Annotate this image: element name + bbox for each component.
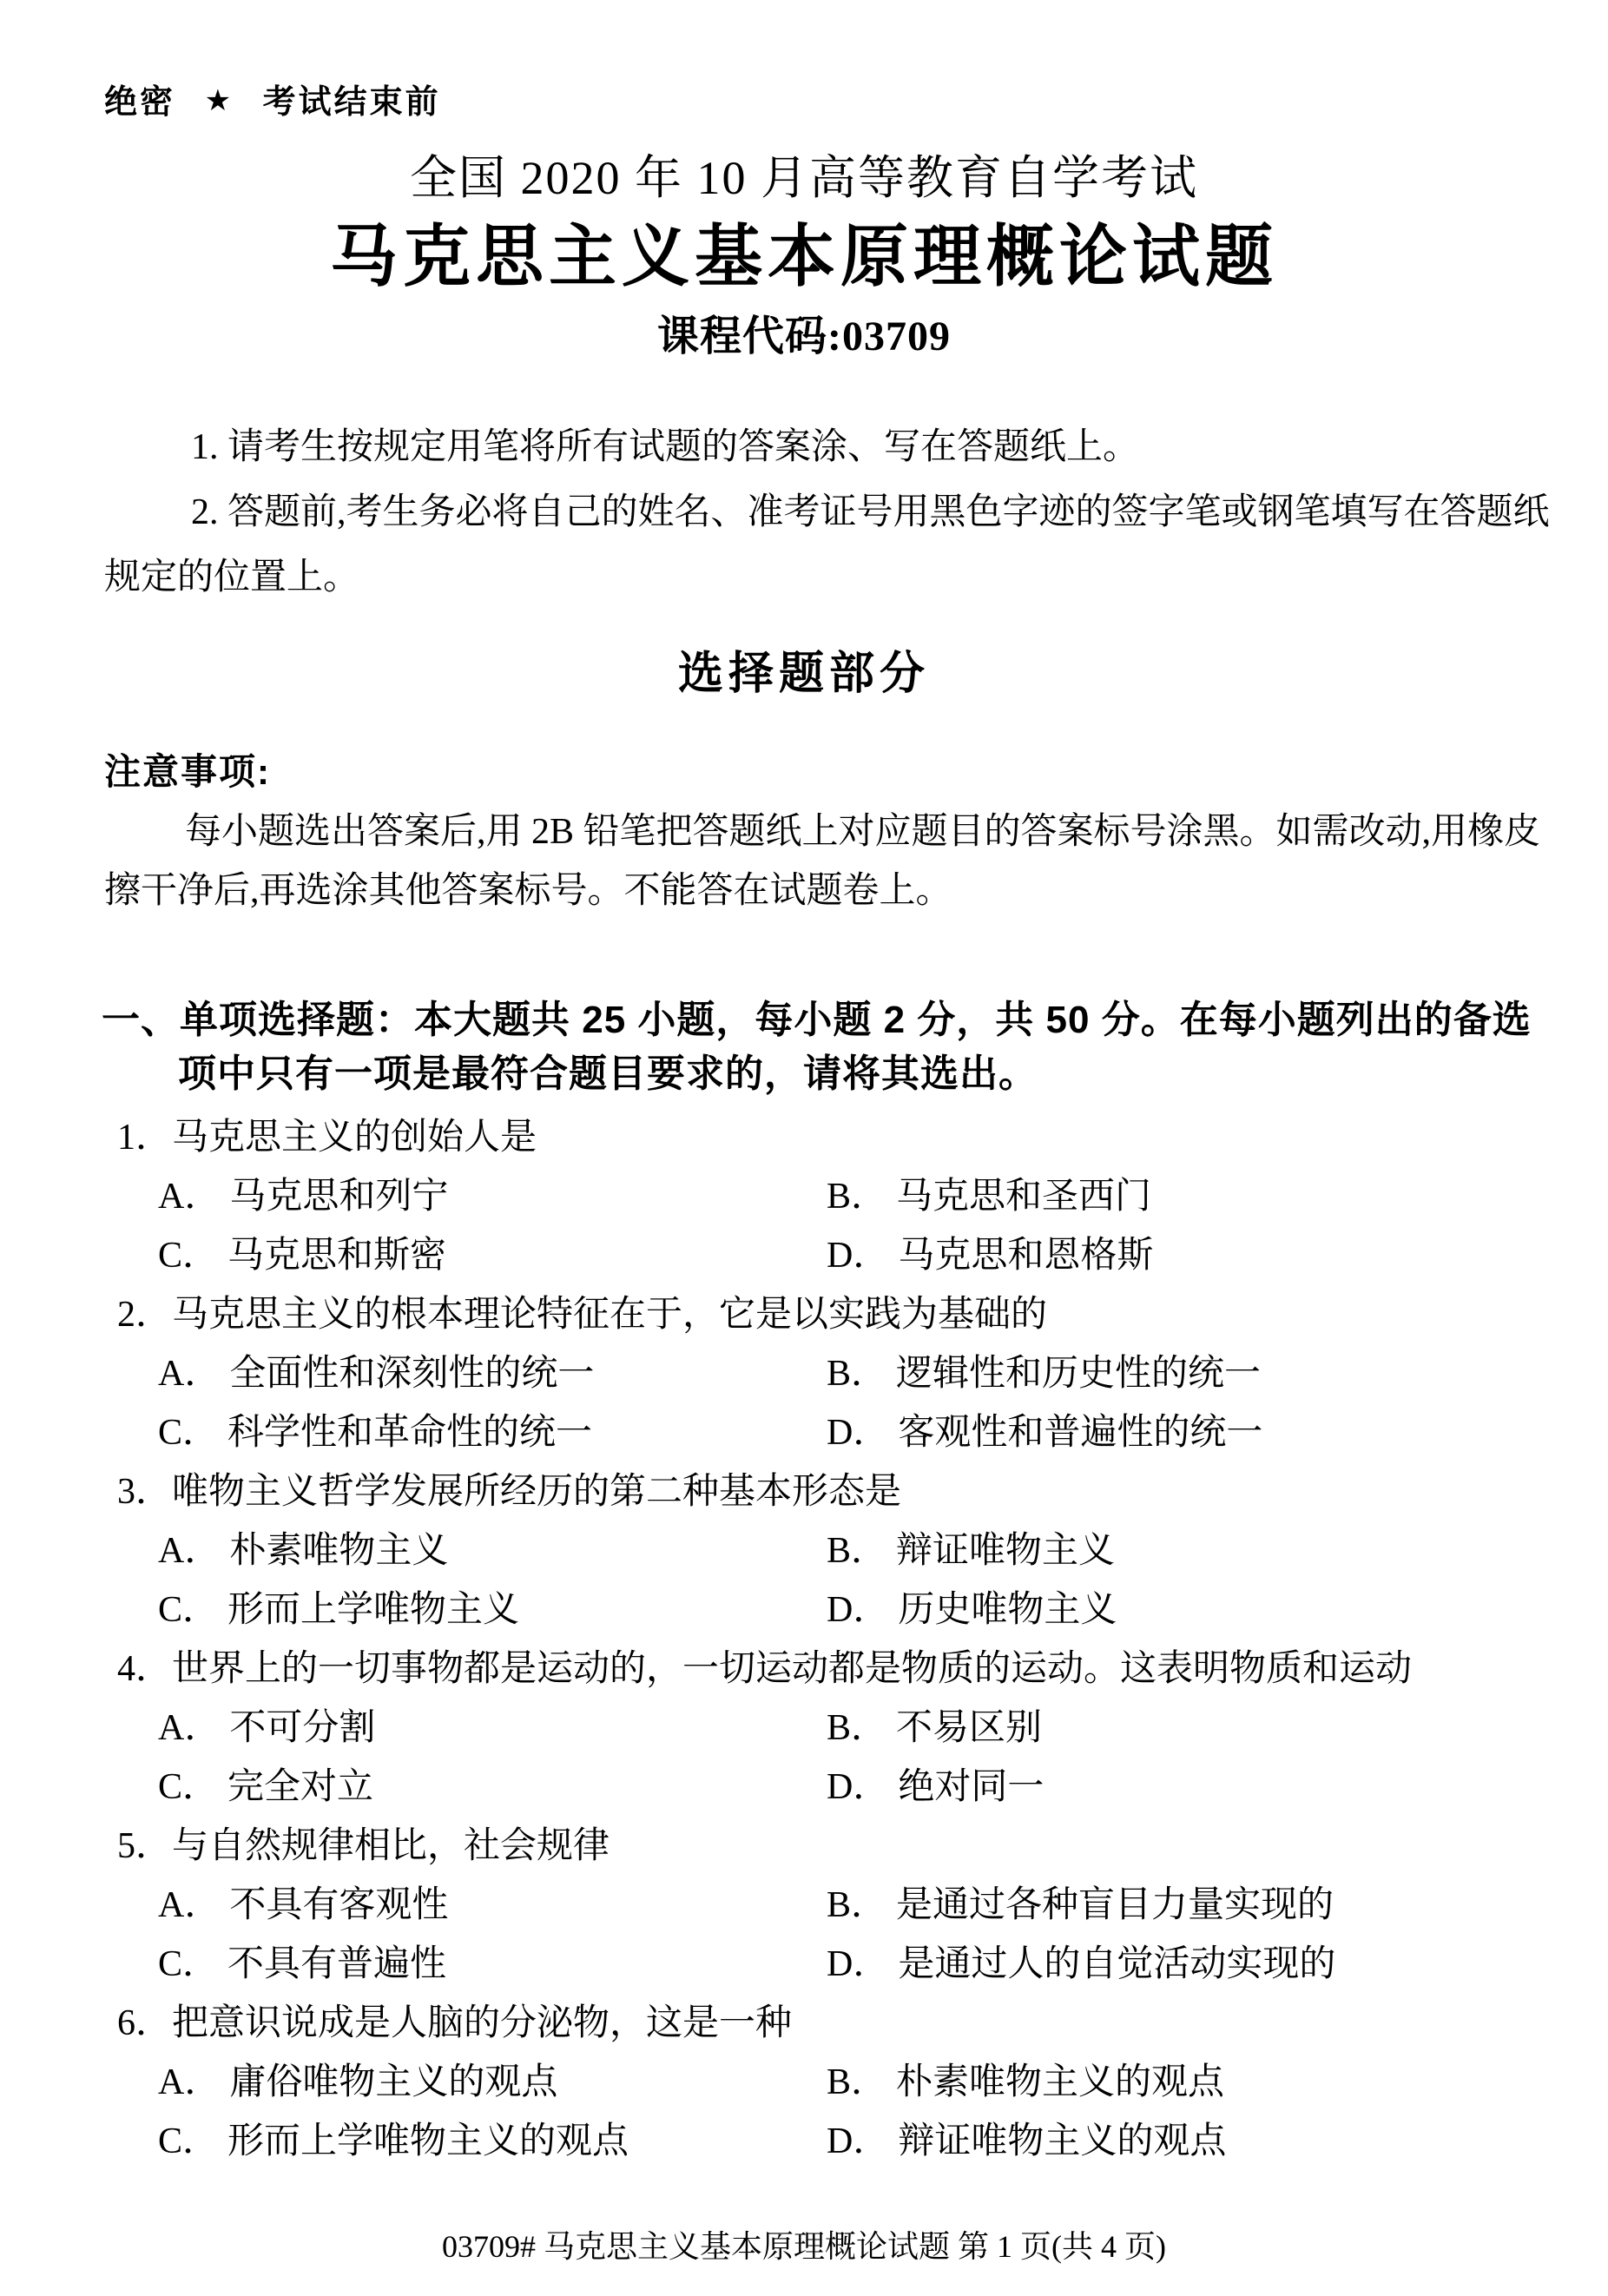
option-text: 历史唯物主义	[898, 1589, 1117, 1630]
question-text: 把意识说成是人脑的分泌物，这是一种	[172, 2002, 793, 2043]
question-number: 1．	[117, 1117, 173, 1158]
option-label: B．	[827, 2062, 888, 2102]
question-number: 5．	[117, 1825, 173, 1866]
option-text: 完全对立	[227, 1766, 374, 1807]
security-prefix: 绝密	[104, 84, 176, 121]
question-stem	[117, 1817, 1554, 1876]
option-label: A．	[158, 2062, 221, 2102]
option-text: 马克思和圣西门	[896, 1176, 1152, 1217]
option-label: B．	[827, 1176, 888, 1217]
option	[827, 1580, 1117, 1640]
option-label: C．	[158, 2121, 220, 2161]
course-code: 课程代码:03709	[657, 313, 951, 360]
option	[827, 2112, 1226, 2171]
option-text: 辩证唯物主义的观点	[898, 2121, 1227, 2161]
option-label: C．	[158, 1589, 220, 1630]
question-block	[104, 1640, 1554, 1817]
option	[827, 1167, 1153, 1226]
option	[827, 1699, 1044, 1758]
star-icon: ★	[204, 84, 234, 117]
option-text: 绝对同一	[898, 1766, 1045, 1807]
option	[158, 2112, 827, 2171]
option-label: C．	[158, 1766, 220, 1807]
option	[158, 1226, 827, 1285]
option-text: 马克思和列宁	[229, 1176, 449, 1217]
option	[827, 1876, 1335, 1935]
option-label: B．	[827, 1353, 888, 1394]
option	[158, 2053, 827, 2112]
option-label: B．	[827, 1707, 888, 1748]
question-stem	[117, 1640, 1554, 1699]
option-text: 朴素唯物主义的观点	[896, 2062, 1225, 2102]
question-options	[158, 1344, 1554, 1462]
option	[827, 1521, 1117, 1580]
option	[827, 1226, 1153, 1285]
option-label: A．	[158, 1884, 221, 1925]
option-label: A．	[158, 1353, 221, 1394]
option-text: 朴素唯物主义	[229, 1530, 449, 1571]
question-block	[104, 1285, 1554, 1462]
option-label: A．	[158, 1530, 221, 1571]
security-label	[104, 0, 1554, 123]
option-text: 科学性和革命性的统一	[227, 1412, 593, 1453]
question-block	[104, 1994, 1554, 2171]
question-stem	[117, 1994, 1554, 2053]
general-instructions	[104, 415, 1554, 610]
option	[158, 1935, 827, 1994]
option-text: 庸俗唯物主义的观点	[229, 2062, 558, 2102]
option-label: C．	[158, 1412, 220, 1453]
option-label: B．	[827, 1884, 888, 1925]
option	[827, 1403, 1262, 1462]
option	[158, 1403, 827, 1462]
question-text: 世界上的一切事物都是运动的，一切运动都是物质的运动。这表明物质和运动	[172, 1648, 1413, 1689]
paper-title: 马克思主义基本原理概论试题	[329, 218, 1278, 295]
option-text: 不可分割	[229, 1707, 376, 1748]
option-label: A．	[158, 1176, 221, 1217]
question-options	[158, 2053, 1554, 2171]
option	[827, 1935, 1335, 1994]
question-options	[158, 1699, 1554, 1817]
question-number: 4．	[117, 1648, 173, 1689]
option-label: D．	[827, 1412, 890, 1453]
option-label: C．	[158, 1943, 220, 1984]
question-block	[104, 1462, 1554, 1640]
option-label: C．	[158, 1235, 220, 1276]
option-text: 不易区别	[896, 1707, 1043, 1748]
question-number: 3．	[117, 1471, 173, 1512]
option-text: 形而上学唯物主义的观点	[227, 2121, 629, 2161]
instruction-item-2: 2. 答题前,考生务必将自己的姓名、准考证号用黑色字迹的签字笔或钢笔填写在答题纸规定的位置上。	[104, 492, 1550, 598]
option-text: 形而上学唯物主义	[227, 1589, 520, 1630]
option-text: 马克思和恩格斯	[898, 1235, 1154, 1276]
option-label: D．	[827, 1235, 890, 1276]
question-stem	[117, 1285, 1554, 1344]
question-text: 唯物主义哲学发展所经历的第二种基本形态是	[172, 1471, 902, 1512]
question-options	[158, 1167, 1554, 1285]
page-footer: 03709# 马克思主义基本原理概论试题 第 1 页(共 4 页)	[442, 2228, 1166, 2264]
questions	[104, 1108, 1554, 2171]
option	[158, 1699, 827, 1758]
option-label: D．	[827, 1766, 890, 1807]
option	[158, 1580, 827, 1640]
section-one-heading: 一、单项选择题：本大题共 25 小题，每小题 2 分，共 50 分。在每小题列出的备选项中只有一项是最符合题目要求的，请将其选出。	[102, 998, 1532, 1095]
security-suffix: 考试结束前	[262, 84, 441, 121]
option-text: 是通过人的自觉活动实现的	[898, 1943, 1336, 1984]
option-text: 辩证唯物主义	[896, 1530, 1116, 1571]
option-label: D．	[827, 1943, 890, 1984]
option-text: 逻辑性和历史性的统一	[896, 1353, 1262, 1394]
question-stem	[117, 1108, 1554, 1167]
option	[158, 1167, 827, 1226]
exam-session-title: 全国 2020 年 10 月高等教育自学考试	[410, 151, 1198, 204]
question-number: 6．	[117, 2002, 173, 2043]
question-options	[158, 1521, 1554, 1640]
instruction-item-1: 1. 请考生按规定用笔将所有试题的答案涂、写在答题纸上。	[191, 427, 1140, 468]
notice-paragraph: 每小题选出答案后,用 2B 铅笔把答题纸上对应题目的答案标号涂黑。如需改动,用橡皮擦干净后,再选涂其他答案标号。不能答在试题卷上。	[104, 811, 1541, 911]
option	[158, 1521, 827, 1580]
option	[158, 1876, 827, 1935]
option-label: D．	[827, 2121, 890, 2161]
option-label: D．	[827, 1589, 890, 1630]
question-block	[104, 1108, 1554, 1285]
question-stem	[117, 1462, 1554, 1521]
question-options	[158, 1876, 1554, 1994]
question-text: 马克思主义的根本理论特征在于，它是以实践为基础的	[172, 1294, 1048, 1335]
choice-part-title: 选择题部分	[677, 649, 930, 700]
option	[158, 1758, 827, 1817]
option-label: A．	[158, 1707, 221, 1748]
question-text: 马克思主义的创始人是	[172, 1117, 537, 1158]
option-text: 不具有客观性	[229, 1884, 449, 1925]
option-text: 是通过各种盲目力量实现的	[896, 1884, 1335, 1925]
option	[827, 1758, 1044, 1817]
option-text: 全面性和深刻性的统一	[229, 1353, 595, 1394]
option-text: 客观性和普遍性的统一	[898, 1412, 1263, 1453]
notice-label: 注意事项:	[104, 750, 271, 792]
option-label: B．	[827, 1530, 888, 1571]
question-block	[104, 1817, 1554, 1994]
option	[827, 2053, 1226, 2112]
option	[827, 1344, 1262, 1403]
question-text: 与自然规律相比，社会规律	[172, 1825, 610, 1866]
option-text: 不具有普遍性	[227, 1943, 447, 1984]
option	[158, 1344, 827, 1403]
question-number: 2．	[117, 1294, 173, 1335]
option-text: 马克思和斯密	[227, 1235, 447, 1276]
